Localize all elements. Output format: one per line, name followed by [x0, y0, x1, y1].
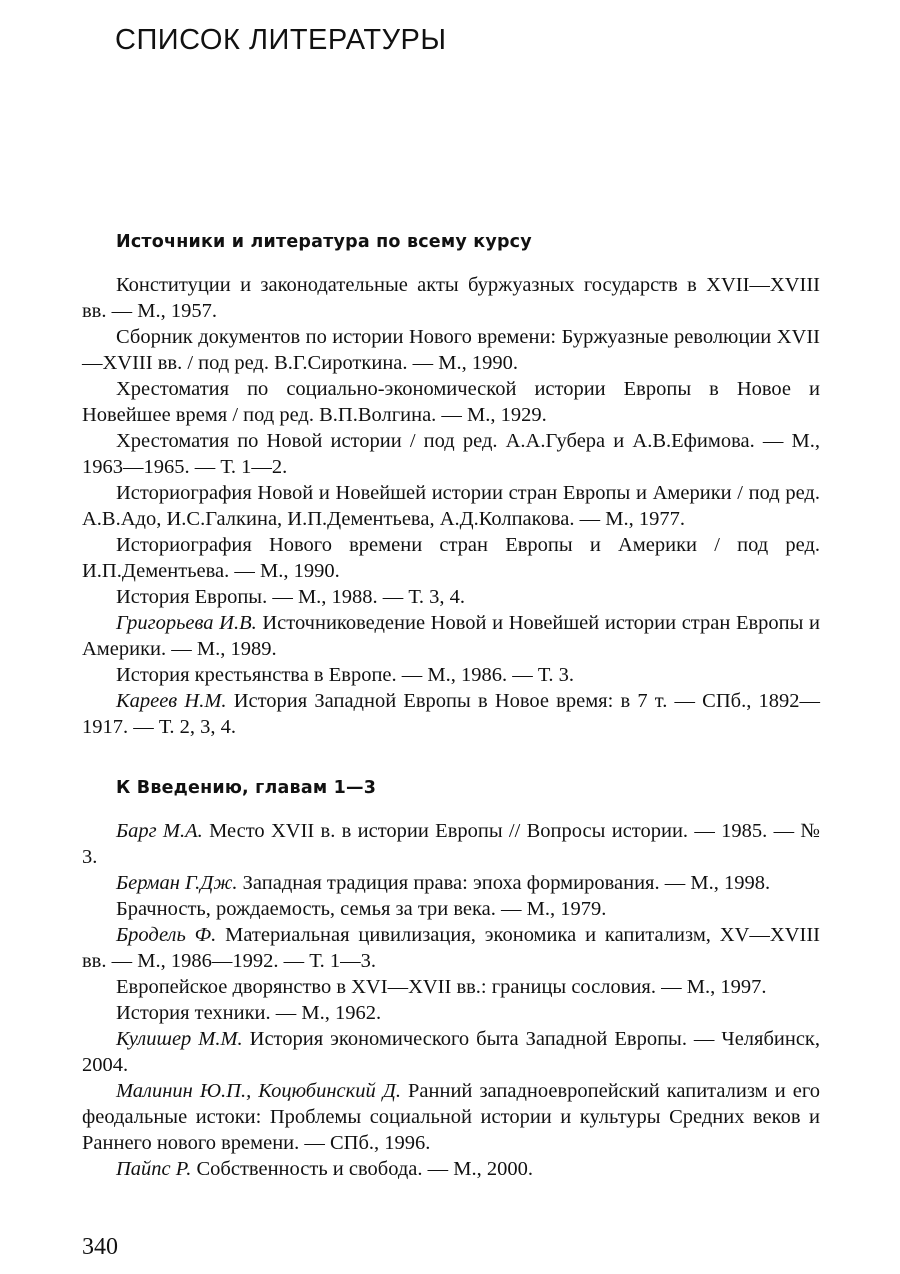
- bibliography-list: [82, 818, 820, 1182]
- bibliography-entry: [82, 1078, 820, 1156]
- entry-text: Источниковедение Новой и Новейшей истории стран Европы и Америки. — М., 1989.: [82, 612, 820, 660]
- section-introduction-chapters: [82, 778, 820, 1182]
- bibliography-entry: [82, 532, 820, 584]
- bibliography-entry: [82, 480, 820, 532]
- entry-text: Сборник документов по истории Нового времени: Буржуазные революции XVII—XVIII вв. / под ред. В.Г.Сироткина. — М., 1990.: [82, 326, 820, 374]
- entry-text: Брачность, рождаемость, семья за три века. — М., 1979.: [116, 898, 607, 920]
- bibliography-entry: [82, 376, 820, 428]
- entry-text: Хрестоматия по Новой истории / под ред. А.А.Губера и А.В.Ефимова. — М., 1963—1965. — Т. 1—2.: [82, 430, 820, 478]
- section-general-sources: [82, 232, 820, 740]
- bibliography-entry: [82, 818, 820, 870]
- entry-text: Материальная цивилизация, экономика и капитализм, XV—XVIII вв. — М., 1986—1992. — Т. 1—3.: [82, 924, 820, 972]
- entry-text: Место XVII в. в истории Европы // Вопросы истории. — 1985. — № 3.: [82, 820, 820, 868]
- entry-text: Собственность и свобода. — М., 2000.: [196, 1158, 534, 1180]
- section-heading: К Введению, главам 1—3: [116, 778, 377, 798]
- entry-text: История техники. — М., 1962.: [116, 1002, 382, 1024]
- page-title: СПИСОК ЛИТЕРАТУРЫ: [115, 24, 447, 56]
- entry-text: Западная традиция права: эпоха формирования. — М., 1998.: [242, 872, 771, 894]
- entry-text: Европейское дворянство в XVI—XVII вв.: границы сословия. — М., 1997.: [116, 976, 767, 998]
- bibliography-entry: [82, 922, 820, 974]
- entry-author: Бродель Ф.: [116, 924, 226, 946]
- entry-text: Хрестоматия по социально-экономической истории Европы в Новое и Новейшее время / под ред. В.П.Волгина. — М., 1929.: [82, 378, 820, 426]
- bibliography-entry: [82, 662, 820, 688]
- bibliography-entry: [82, 584, 820, 610]
- bibliography-entry: [82, 1156, 820, 1182]
- page-number: 340: [82, 1234, 118, 1260]
- bibliography-entry: [82, 1000, 820, 1026]
- bibliography-list: [82, 272, 820, 740]
- entry-author: Кареев Н.М.: [116, 690, 234, 712]
- entry-text: Ранний западноевропейский капитализм и его феодальные истоки: Проблемы социальной истории и культуры Средних веков и Раннего нового времени. — СПб., 1996.: [82, 1080, 820, 1154]
- bibliography-entry: [82, 688, 820, 740]
- bibliography-entry: [82, 870, 820, 896]
- entry-text: История Западной Европы в Новое время: в 7 т. — СПб., 1892—1917. — Т. 2, 3, 4.: [82, 690, 821, 738]
- entry-text: Историография Нового времени стран Европы и Америки / под ред. И.П.Дементьева. — М., 1990.: [82, 534, 820, 582]
- entry-author: Барг М.А.: [116, 820, 210, 842]
- section-heading: Источники и литература по всему курсу: [116, 232, 532, 252]
- entry-text: Конституции и законодательные акты буржуазных государств в XVII—XVIII вв. — М., 1957.: [82, 274, 820, 322]
- bibliography-entry: [82, 428, 820, 480]
- entry-author: Кулишер М.М.: [116, 1028, 250, 1050]
- entry-author: Пайпс Р.: [116, 1158, 197, 1180]
- bibliography-entry: [82, 610, 820, 662]
- entry-author: Григорьева И.В.: [116, 612, 263, 634]
- entry-text: История Европы. — М., 1988. — Т. 3, 4.: [116, 586, 466, 608]
- bibliography-entry: [82, 324, 820, 376]
- bibliography-entry: [82, 974, 820, 1000]
- bibliography-entry: [82, 896, 820, 922]
- bibliography-entry: [82, 272, 820, 324]
- entry-author: Малинин Ю.П., Коцюбинский Д.: [116, 1080, 409, 1102]
- entry-text: Историография Новой и Новейшей истории стран Европы и Америки / под ред. А.В.Адо, И.С.Галкина, И.П.Дементьева, А.Д.Колпакова. — М., 1977.: [82, 482, 820, 530]
- bibliography-entry: [82, 1026, 820, 1078]
- entry-text: История крестьянства в Европе. — М., 1986. — Т. 3.: [116, 664, 574, 686]
- entry-text: История экономического быта Западной Европы. — Челябинск, 2004.: [82, 1028, 821, 1076]
- entry-author: Берман Г.Дж.: [116, 872, 243, 894]
